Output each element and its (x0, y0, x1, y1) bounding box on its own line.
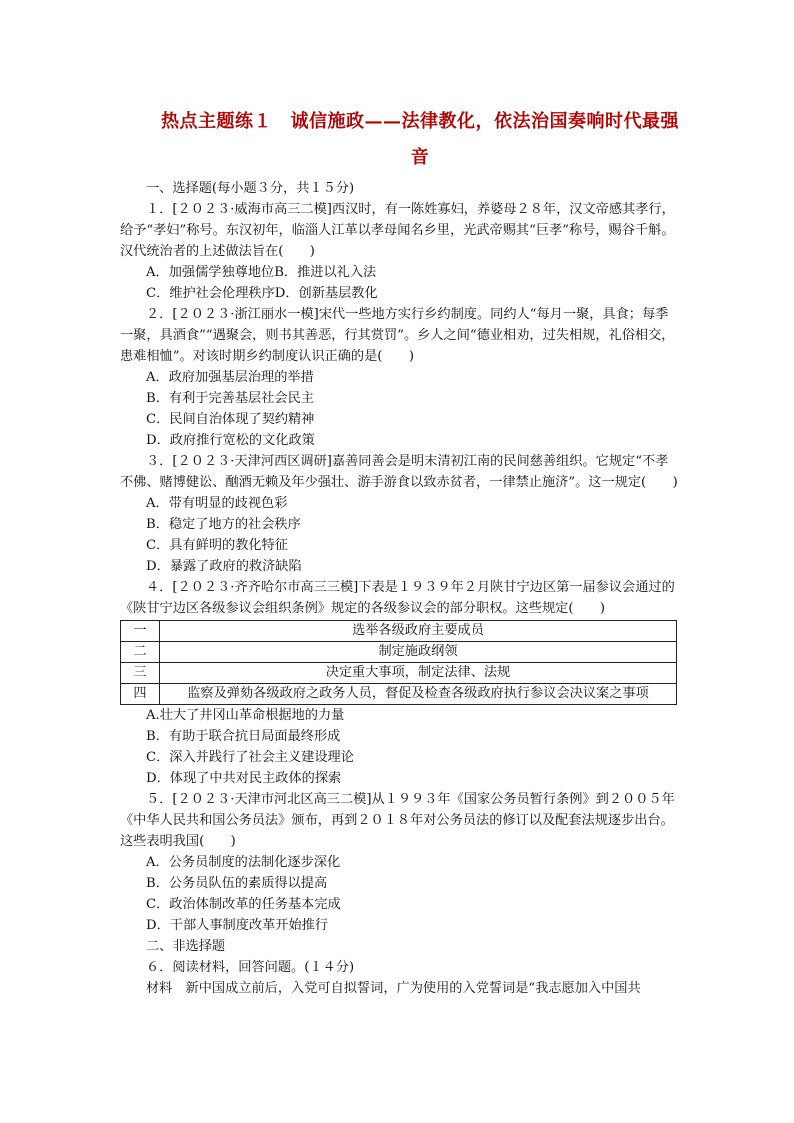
document-body (120, 178, 680, 999)
question-3-option-a: A．带有明显的歧视色彩 (146, 496, 288, 511)
question-4-option-c: C．深入并践行了社会主义建设理论 (146, 750, 354, 765)
question-6-material: 材料 新中国成立前后，入党可自拟誓词，广为使用的入党誓词是“我志愿加入中国共 (146, 981, 641, 996)
table-cell-text: 选举各级政府主要成员 (160, 621, 677, 642)
question-6-stem: ６．阅读材料，回答问题。(１４分) (146, 960, 355, 975)
question-1-option-a: A．加强儒学独尊地位 (146, 265, 275, 280)
question-2-option-c: C．民间自治体现了契约精神 (146, 412, 315, 427)
title-line-2: 音 (410, 147, 430, 168)
section-header-nonchoice: 二、非选择题 (146, 939, 226, 954)
question-5-stem: ５．[２０２３·天津市河北区高三二模]从１９９３年《国家公务员暂行条例》到２００５年《中华人民共和国公务员法》颁布，再到２０１８年对公务员法的修订以及配套法规逐步出台。这些表明我国( ) (120, 792, 675, 849)
document-title (120, 104, 720, 176)
table-cell-text: 制定施政纲领 (160, 642, 677, 663)
table-row (121, 663, 677, 684)
question-2-option-d: D．政府推行宽松的文化政策 (146, 433, 315, 448)
section-header-choice: 一、选择题(每小题３分，共１５分) (146, 181, 355, 196)
question-3-option-b: B．稳定了地方的社会秩序 (146, 517, 301, 532)
question-1-option-d: D．创新基层教化 (274, 286, 378, 301)
question-4-option-d: D．体现了中共对民主政体的探索 (146, 771, 342, 786)
question-2-option-a: A．政府加强基层治理的举措 (146, 370, 314, 385)
question-1-option-b: B．推进以礼入法 (274, 265, 377, 280)
question-1-options-cd (146, 283, 680, 304)
question-4-stem: ４．[２０２３·齐齐哈尔市高三三模]下表是１９３９年２月陕甘宁边区第一届参议会通过的《陕甘宁边区各级参议会组织条例》规定的各级参议会的部分职权。这些规定( ) (120, 580, 675, 616)
table-cell-text: 决定重大事项，制定法律、法规 (160, 663, 677, 684)
question-3-stem: ３．[２０２３·天津河西区调研]嘉善同善会是明末清初江南的民间慈善组织。它规定“不孝不佛、赌博健讼、酗酒无赖及年少强壮、游手游食以致赤贫者，一律禁止施济”。这一规定( ) (120, 454, 678, 490)
question-2-stem: ２．[２０２３·浙江丽水一模]宋代一些地方实行乡约制度。同约人“每月一聚，具食；每季一聚，具酒食”“遇聚会，则书其善恶，行其赏罚”。乡人之间“德业相劝，过失相规，礼俗相交，患难相恤”。对该时期乡约制度认识正确的是( ) (120, 307, 675, 364)
question-3-option-c: C．具有鲜明的教化特征 (146, 538, 288, 553)
question-5-option-b: B．公务员队伍的素质得以提高 (146, 876, 328, 891)
question-5-option-c: C．政治体制改革的任务基本完成 (146, 897, 341, 912)
table-row (121, 684, 677, 705)
table-cell-num: 三 (121, 663, 160, 684)
question-1-option-c: C．维护社会伦理秩序 (146, 286, 275, 301)
title-line-1: 热点主题练１ 诚信施政——法律教化，依法治国奏响时代最强 (161, 111, 679, 132)
table-cell-num: 二 (121, 642, 160, 663)
question-5-option-d: D．干部人事制度改革开始推行 (146, 918, 329, 933)
table-cell-num: 一 (121, 621, 160, 642)
table-row (121, 642, 677, 663)
question-4-option-a: A.壮大了井冈山革命根据地的力量 (146, 708, 345, 723)
question-2-option-b: B．有利于完善基层社会民主 (146, 391, 314, 406)
question-4-option-b: B．有助于联合抗日局面最终形成 (146, 729, 341, 744)
question-5-option-a: A．公务员制度的法制化逐步深化 (146, 855, 341, 870)
table-cell-text: 监察及弹劾各级政府之政务人员，督促及检查各级政府执行参议会决议案之事项 (160, 684, 677, 705)
question-1-stem: １．[２０２３·威海市高三二模]西汉时，有一陈姓寡妇，养婆母２８年，汉文帝感其孝行，给予“孝妇”称号。东汉初年，临淄人江革以孝母闻名乡里，光武帝赐其“巨孝”称号，赐谷千斛。汉代统治者的上述做法旨在( ) (120, 202, 675, 259)
table-row (121, 621, 677, 642)
question-3-option-d: D．暴露了政府的救济缺陷 (146, 559, 302, 574)
question-1-options-ab (146, 262, 680, 283)
question-4-table (120, 620, 677, 705)
table-cell-num: 四 (121, 684, 160, 705)
